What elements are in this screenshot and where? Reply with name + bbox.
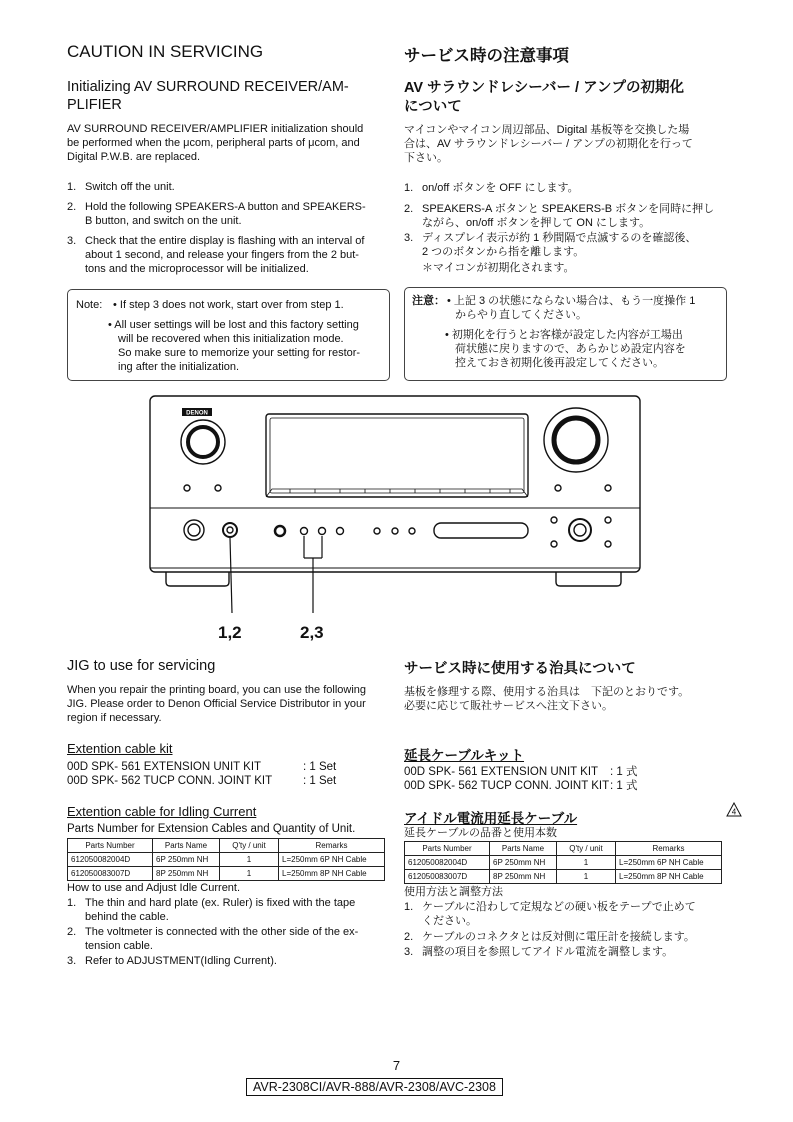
- caution-title: CAUTION IN SERVICING: [67, 42, 264, 61]
- step-line: The voltmeter is connected with the other side of the ex-: [85, 926, 359, 938]
- list-item: [404, 202, 744, 230]
- step-line: tension cable.: [85, 940, 153, 952]
- jig-line: region if necessary.: [67, 712, 162, 724]
- table-cell: 612050083007D: [405, 870, 490, 884]
- note-line: • 上記 3 の状態にならない場合は、もう一度操作 1: [447, 295, 696, 307]
- table-row: [405, 856, 722, 870]
- list-item: [67, 200, 397, 228]
- init-title-line: AV サラウンドレシーバー / アンプの初期化: [404, 80, 685, 96]
- idle-cable-title: Extention cable for Idling Current: [67, 804, 257, 819]
- speakers-b-button: [319, 528, 326, 535]
- kit-list-jp: [404, 765, 744, 793]
- intro-line: be performed when the μcom, peripheral parts of μcom, and: [67, 137, 360, 149]
- table-cell: 612050082004D: [405, 856, 490, 870]
- note-box: [67, 289, 390, 381]
- step-line: Refer to ADJUSTMENT(Idling Current).: [85, 955, 277, 967]
- list-item: [404, 779, 744, 793]
- kit-part: 00D SPK- 562 TUCP CONN. JOINT KIT: [67, 775, 273, 787]
- table-cell: L=250mm 6P NH Cable: [279, 853, 385, 867]
- note-line: • All user settings will be lost and this factory setting: [108, 319, 359, 331]
- init-title-line: Initializing AV SURROUND RECEIVER/AM-: [67, 79, 349, 95]
- list-item: [67, 760, 397, 774]
- kit-qty: : 1 式: [610, 766, 638, 778]
- init-title-line: PLIFIER: [67, 97, 122, 113]
- init-title-jp: [404, 79, 744, 117]
- left-foot: [166, 572, 229, 586]
- note-label: Note:: [76, 299, 103, 311]
- step-line: on/off ボタンを OFF にします。: [422, 182, 579, 194]
- step-line: B button, and switch on the unit.: [85, 215, 242, 227]
- note-line: 荷状態に戻りますので、あらかじめ設定内容を: [455, 343, 686, 355]
- column-header: Parts Number: [405, 842, 490, 856]
- select-knob: [569, 519, 591, 541]
- step-number: 3.: [67, 235, 77, 247]
- speakers-a-button: [301, 528, 308, 535]
- init-title-line: について: [404, 99, 462, 115]
- receiver-front-panel-figure: [140, 388, 660, 648]
- table-cell: 1: [220, 867, 279, 881]
- table-cell: 8P 250mm NH: [153, 867, 220, 881]
- column-header: Parts Number: [68, 839, 153, 853]
- list-item: [404, 900, 744, 928]
- idle-cable-sub: Parts Number for Extension Cables and Quantity of Unit.: [67, 823, 356, 835]
- table-cell: 1: [557, 870, 616, 884]
- jig-line: When you repair the printing board, you can use the following: [67, 684, 367, 696]
- step-number: 1.: [67, 181, 77, 193]
- list-item: [404, 945, 744, 959]
- page-number: 7: [392, 1058, 401, 1073]
- note-line: からやり直してください。: [455, 309, 587, 321]
- list-item: [67, 774, 397, 788]
- list-item: [67, 234, 397, 276]
- jig-intro-jp: [404, 685, 744, 713]
- step-line: ください。: [422, 915, 477, 927]
- caution-title-jp: サービス時の注意事項: [404, 47, 569, 65]
- kit-list: [67, 760, 397, 788]
- column-header: Remarks: [279, 839, 385, 853]
- column-header: Remarks: [616, 842, 722, 856]
- step-number: 2.: [404, 203, 414, 215]
- note-line: • If step 3 does not work, start over from step 1.: [113, 299, 344, 311]
- intro-line: AV SURROUND RECEIVER/AMPLIFIER initialization should: [67, 123, 364, 135]
- column-header: Parts Name: [153, 839, 220, 853]
- step-line: ケーブルに沿わして定規などの硬い板をテープで止めて: [422, 901, 696, 913]
- howto-steps: [67, 896, 397, 969]
- step-line: about 1 second, and release your fingers from the 2 but-: [85, 249, 359, 261]
- table-header-row: [405, 842, 722, 856]
- note-line: 控えておき初期化後再設定してください。: [455, 357, 664, 369]
- note-line: will be recovered when this initialization mode.: [118, 333, 344, 345]
- table-row: [405, 870, 722, 884]
- init-intro-jp: [404, 123, 744, 165]
- step-number: 2.: [404, 931, 414, 943]
- table-cell: 1: [557, 856, 616, 870]
- list-item: [404, 181, 744, 195]
- display-button-bar: [434, 523, 528, 538]
- jig-title-jp: サービス時に使用する治具について: [404, 661, 636, 677]
- ext-cable-kit-title-jp: 延長ケーブルキット: [404, 748, 525, 763]
- table-cell: 6P 250mm NH: [490, 856, 557, 870]
- table-cell: 612050083007D: [68, 867, 153, 881]
- step-number: 2.: [67, 201, 77, 213]
- table-cell: 6P 250mm NH: [153, 853, 220, 867]
- onoff-button: [223, 523, 237, 537]
- callout-label-b: 2,3: [300, 623, 324, 642]
- table-row: [68, 853, 385, 867]
- column-header: Q'ty / unit: [557, 842, 616, 856]
- ext-cable-kit-title: Extention cable kit: [67, 741, 173, 756]
- note-box-jp: [404, 287, 727, 381]
- step-line: The thin and hard plate (ex. Ruler) is fixed with the tape: [85, 897, 356, 909]
- column-header: Parts Name: [490, 842, 557, 856]
- table-cell: L=250mm 8P NH Cable: [279, 867, 385, 881]
- kit-part: 00D SPK- 561 EXTENSION UNIT KIT: [404, 766, 599, 778]
- right-foot: [556, 572, 621, 586]
- list-item: [404, 765, 744, 779]
- table-cell: L=250mm 6P NH Cable: [616, 856, 722, 870]
- idle-cable-title-jp: アイドル電流用延長ケーブル: [404, 811, 578, 826]
- power-button: [184, 520, 204, 540]
- step-line: SPEAKERS-A ボタンと SPEAKERS-B ボタンを同時に押し: [422, 203, 715, 215]
- kit-qty: : 1 Set: [303, 761, 337, 773]
- table-cell: 8P 250mm NH: [490, 870, 557, 884]
- note-line: So make sure to memorize your setting for restor-: [118, 347, 361, 359]
- callout-line: [230, 538, 232, 613]
- intro-line: 合は、AV サラウンドレシーバー / アンプの初期化を行って: [404, 138, 693, 150]
- jig-line: JIG. Please order to Denon Official Service Distributor in your: [67, 698, 366, 710]
- init-intro: [67, 122, 397, 164]
- list-item: [404, 231, 744, 275]
- init-steps: [67, 180, 397, 282]
- kit-qty: : 1 Set: [303, 775, 337, 787]
- jig-line: 必要に応じて販社サービスへ注文下さい。: [404, 700, 613, 712]
- howto-title-jp: 使用方法と調整方法: [404, 886, 503, 898]
- init-steps-jp: [404, 181, 744, 281]
- list-item: [67, 925, 397, 953]
- step-number: 3.: [67, 955, 77, 967]
- idle-cable-sub-jp: 延長ケーブルの品番と使用本数: [404, 827, 558, 839]
- step-line: Switch off the unit.: [85, 181, 175, 193]
- step-number: 1.: [404, 901, 414, 913]
- step-number: 3.: [404, 232, 414, 244]
- step-line: 2 つのボタンから指を離します。: [422, 246, 585, 258]
- note-label: 注意：: [412, 295, 445, 307]
- step-line: tons and the microprocessor will be initialized.: [85, 263, 309, 275]
- kit-part: 00D SPK- 561 EXTENSION UNIT KIT: [67, 761, 262, 773]
- howto-title: How to use and Adjust Idle Current.: [67, 882, 241, 894]
- kit-qty: : 1 式: [610, 780, 638, 792]
- step-number: 1.: [67, 897, 77, 909]
- list-item: [67, 180, 397, 194]
- step-line: ケーブルのコネクタとは反対側に電圧計を接続します。: [422, 931, 695, 943]
- model-footer: AVR-2308CI/AVR-888/AVR-2308/AVC-2308: [246, 1078, 503, 1096]
- intro-line: Digital P.W.B. are replaced.: [67, 151, 201, 163]
- display-window: [266, 414, 528, 497]
- intro-line: マイコンやマイコン周辺部品、Digital 基板等を交換した場: [404, 124, 690, 136]
- step-line: ディスプレイ表示が約 1 秒間隔で点滅するのを確認後、: [422, 232, 697, 244]
- step-number: 1.: [404, 182, 414, 194]
- warning-mark-text: 4: [731, 807, 737, 817]
- list-item: [404, 930, 744, 944]
- table-cell: 1: [220, 853, 279, 867]
- note-line: • 初期化を行うとお客様が設定した内容が工場出: [445, 329, 683, 341]
- step-line: ＊マイコンが初期化されます。: [422, 262, 575, 274]
- step-line: Hold the following SPEAKERS-A button and SPEAKERS-: [85, 201, 366, 213]
- warning-triangle-icon: [726, 802, 742, 817]
- brand-logo-text: DENON: [186, 410, 208, 417]
- jig-title: JIG to use for servicing: [67, 658, 216, 674]
- parts-table-jp: [404, 841, 722, 884]
- column-header: Q'ty / unit: [220, 839, 279, 853]
- parts-table: [67, 838, 385, 881]
- howto-steps-jp: [404, 900, 744, 960]
- list-item: [67, 896, 397, 924]
- intro-line: 下さい。: [404, 152, 448, 164]
- jig-intro: [67, 683, 397, 725]
- table-cell: L=250mm 8P NH Cable: [616, 870, 722, 884]
- jig-line: 基板を修理する際、使用する治具は 下記のとおりです。: [404, 686, 690, 698]
- note-line: ing after the initialization.: [118, 361, 240, 373]
- step-line: behind the cable.: [85, 911, 169, 923]
- init-title: [67, 78, 397, 114]
- step-number: 2.: [67, 926, 77, 938]
- kit-part: 00D SPK- 562 TUCP CONN. JOINT KIT: [404, 780, 610, 792]
- step-line: Check that the entire display is flashing with an interval of: [85, 235, 365, 247]
- callout-label-a: 1,2: [218, 623, 242, 642]
- list-item: [67, 954, 397, 968]
- step-line: 調整の項目を参照してアイドル電流を調整します。: [422, 946, 674, 958]
- table-header-row: [68, 839, 385, 853]
- table-cell: 612050082004D: [68, 853, 153, 867]
- step-number: 3.: [404, 946, 414, 958]
- table-row: [68, 867, 385, 881]
- step-line: ながら、on/off ボタンを押して ON にします。: [422, 217, 651, 229]
